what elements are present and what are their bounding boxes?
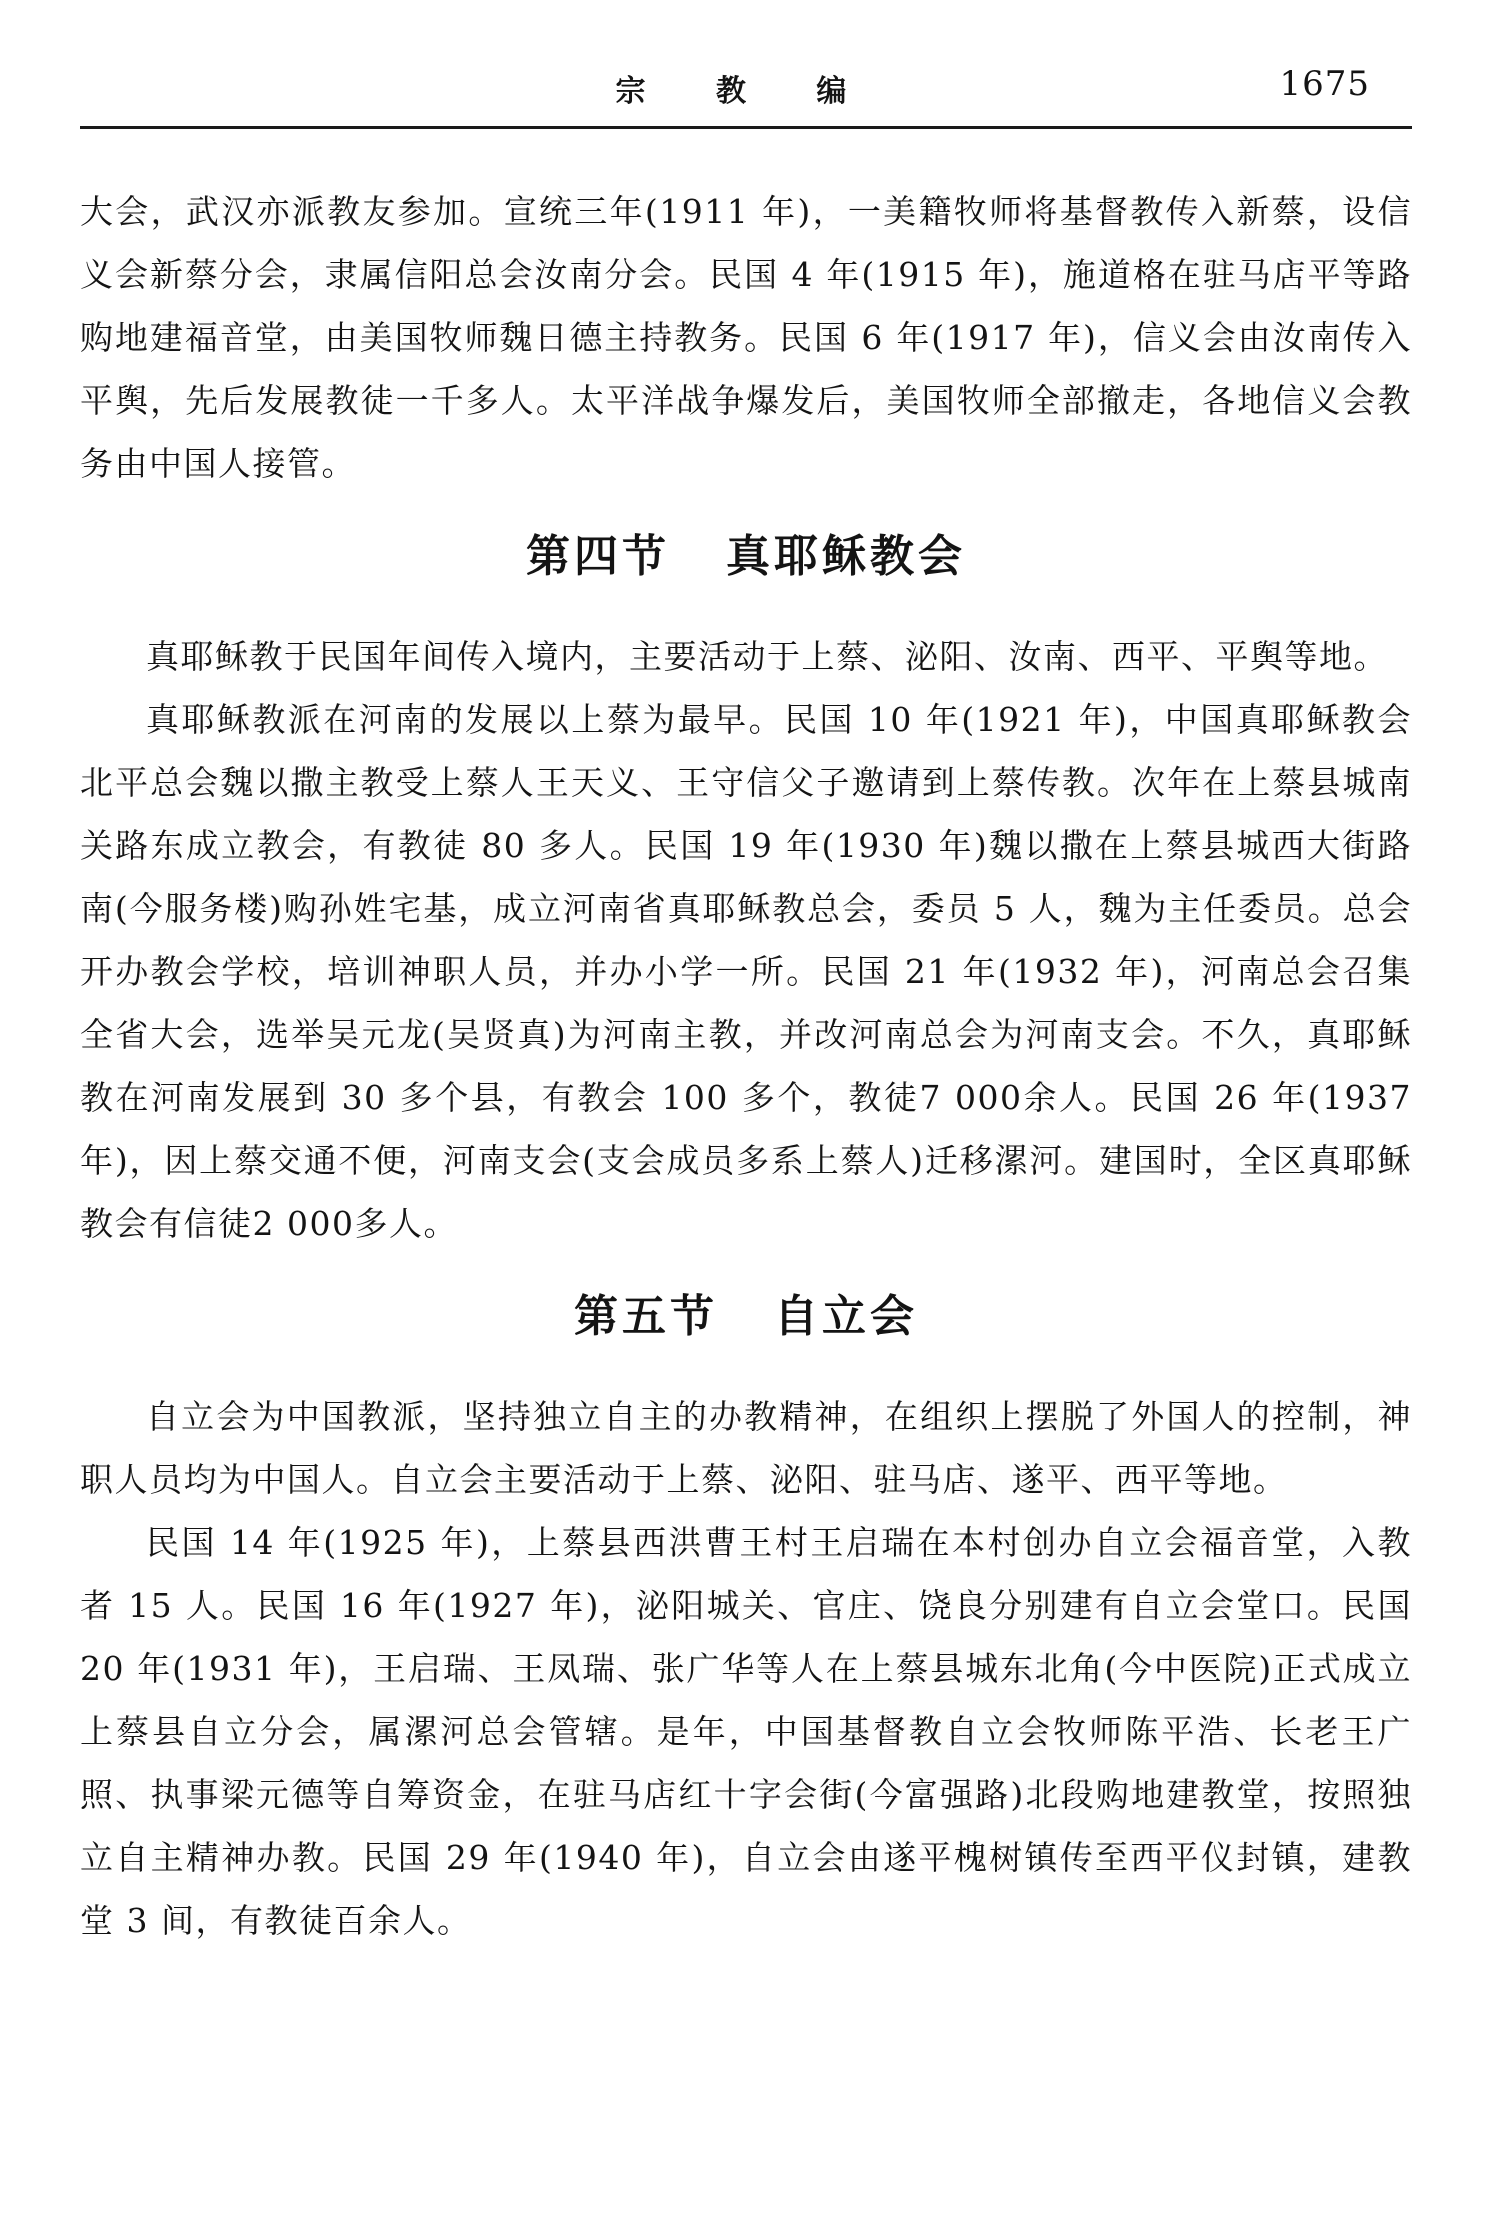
body-text — [80, 180, 1412, 1952]
continued-paragraph: 大会，武汉亦派教友参加。宣统三年(1911 年)，一美籍牧师将基督教传入新蔡，设信义会新蔡分会，隶属信阳总会汝南分会。民国 4 年(1915 年)，施道格在驻马店平等路购地建福音堂，由美国牧师魏日德主持教务。民国 6 年(1917 年)，信义会由汝南传入平舆，先后发展教徒一千多人。太平洋战争爆发后，美国牧师全部撤走，各地信义会教务由中国人接管。 — [80, 192, 1412, 483]
section-number: 第五节 — [574, 1291, 718, 1342]
page-number: 1675 — [1279, 64, 1370, 104]
running-header — [80, 60, 1412, 129]
section-heading-4 — [80, 529, 1412, 585]
running-title: 宗 教 编 — [615, 74, 877, 109]
section-title: 真耶稣教会 — [726, 531, 966, 582]
paragraph: 自立会为中国教派，坚持独立自主的办教精神，在组织上摆脱了外国人的控制，神职人员均为中国人。自立会主要活动于上蔡、泌阳、驻马店、遂平、西平等地。 — [80, 1397, 1412, 1499]
section-heading-5 — [80, 1289, 1412, 1345]
section-number: 第四节 — [526, 531, 670, 582]
paragraph: 民国 14 年(1925 年)，上蔡县西洪曹王村王启瑞在本村创办自立会福音堂，入教者 15 人。民国 16 年(1927 年)，泌阳城关、官庄、饶良分别建有自立会堂口。民国 20 年(1931 年)，王启瑞、王凤瑞、张广华等人在上蔡县城东北角(今中医院)正式成立上蔡县自立分会，属漯河总会管辖。是年，中国基督教自立会牧师陈平浩、长老王广照、执事梁元德等自筹资金，在驻马店红十字会街(今富强路)北段购地建教堂，按照独立自主精神办教。民国 29 年(1940 年)，自立会由遂平槐树镇传至西平仪封镇，建教堂 3 间，有教徒百余人。 — [80, 1523, 1412, 1940]
paragraph: 真耶稣教于民国年间传入境内，主要活动于上蔡、泌阳、汝南、西平、平舆等地。 — [146, 637, 1388, 676]
section-title: 自立会 — [774, 1291, 918, 1342]
paragraph: 真耶稣教派在河南的发展以上蔡为最早。民国 10 年(1921 年)，中国真耶稣教会北平总会魏以撒主教受上蔡人王天义、王守信父子邀请到上蔡传教。次年在上蔡县城南关路东成立教会，有教徒 80 多人。民国 19 年(1930 年)魏以撒在上蔡县城西大街路南(今服务楼)购孙姓宅基，成立河南省真耶稣教总会，委员 5 人，魏为主任委员。总会开办教会学校，培训神职人员，并办小学一所。民国 21 年(1932 年)，河南总会召集全省大会，选举吴元龙(吴贤真)为河南主教，并改河南总会为河南支会。不久，真耶稣教在河南发展到 30 多个县，有教会 100 多个，教徒7 000余人。民国 26 年(1937 年)，因上蔡交通不便，河南支会(支会成员多系上蔡人)迁移漯河。建国时，全区真耶稣教会有信徒2 000多人。 — [80, 700, 1412, 1243]
